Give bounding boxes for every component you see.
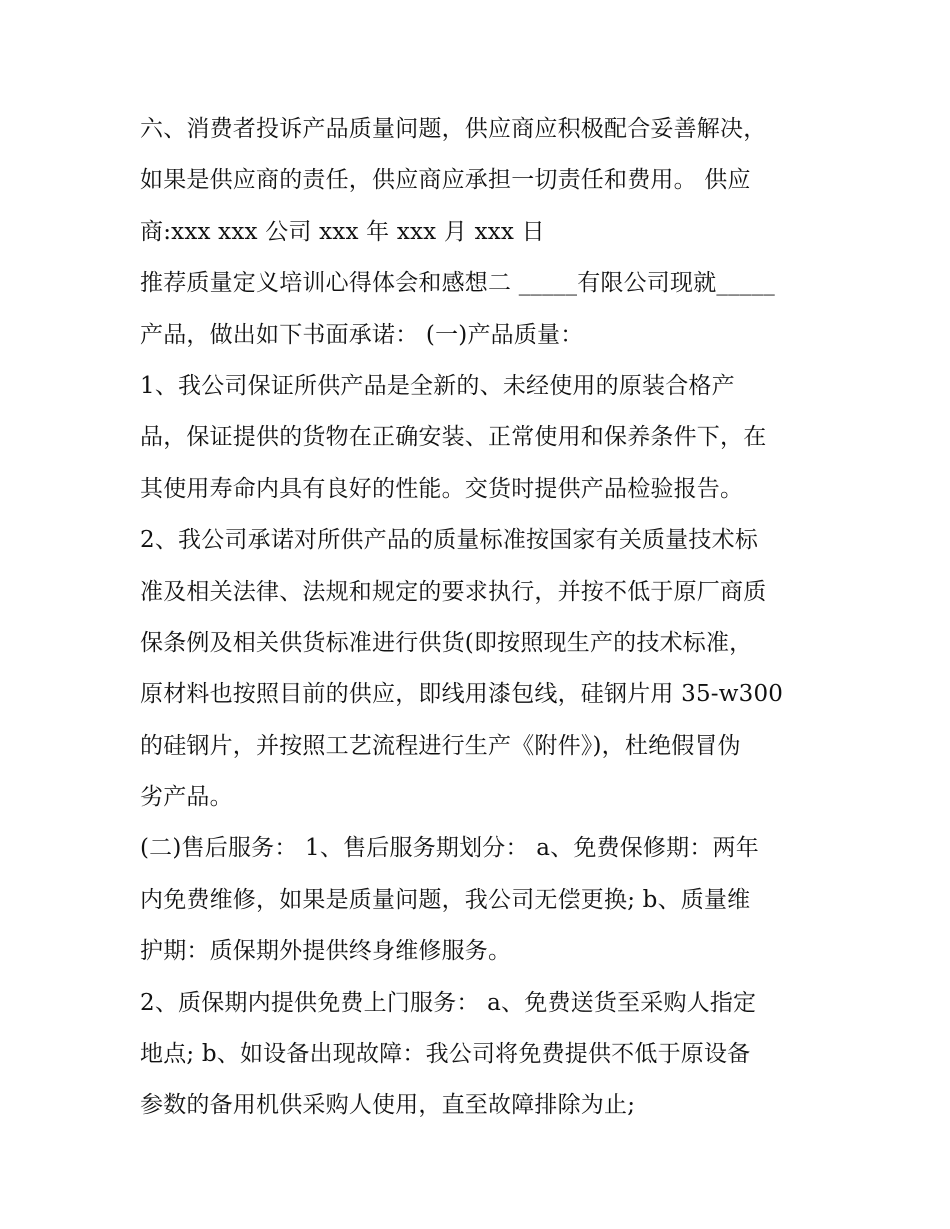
text-line: 品，保证提供的货物在正确安装、正常使用和保养条件下，在 [140, 424, 767, 451]
paragraph-commitment-intro [140, 258, 820, 361]
paragraph-quality-item-2 [140, 515, 820, 823]
text-line: 其使用寿命内具有良好的性能。交货时提供产品检验报告。 [140, 475, 744, 502]
text-line: 原材料也按照目前的供应，即线用漆包线，硅钢片用 35-w300 [140, 681, 784, 708]
paragraph-after-sales-1 [140, 823, 820, 977]
text-line: 护期：质保期外提供终身维修服务。 [140, 938, 512, 965]
paragraph-supplier-complaint [140, 104, 820, 258]
text-line: 内免费维修，如果是质量问题，我公司无偿更换; b、质量维 [140, 886, 751, 913]
text-line: 参数的备用机供采购人使用，直至故障排除为止; [140, 1092, 636, 1119]
text-line: 六、消费者投诉产品质量问题，供应商应积极配合妥善解决， [140, 116, 767, 142]
text-line: 保条例及相关供货标准进行供货(即按照现生产的技术标准， [140, 629, 753, 656]
text-line: 推荐质量定义培训心得体会和感想二 _____有限公司现就_____ [140, 270, 775, 297]
paragraph-after-sales-2 [140, 978, 820, 1132]
text-line: 2、我公司承诺对所供产品的质量标准按国家有关质量技术标 [140, 527, 759, 554]
text-line: 1、我公司保证所供产品是全新的、未经使用的原装合格产 [140, 372, 735, 399]
document-body [140, 104, 820, 1132]
text-line: 劣产品。 [140, 784, 233, 811]
text-line: 如果是供应商的责任，供应商应承担一切责任和费用。 供应 [140, 167, 751, 194]
text-line: 准及相关法律、法规和规定的要求执行，并按不低于原厂商质 [140, 578, 767, 605]
text-line: 的硅钢片，并按照工艺流程进行生产《附件》)，杜绝假冒伪 [140, 732, 741, 759]
text-line: 商:xxx xxx 公司 xxx 年 xxx 月 xxx 日 [140, 218, 545, 245]
text-line: (二)售后服务： 1、售后服务期划分： a、免费保修期：两年 [140, 835, 759, 862]
text-line: 2、质保期内提供免费上门服务： a、免费送货至采购人指定 [140, 989, 757, 1016]
paragraph-quality-item-1 [140, 361, 820, 515]
text-line: 地点; b、如设备出现故障：我公司将免费提供不低于原设备 [140, 1041, 751, 1068]
text-line: 产品，做出如下书面承诺： (一)产品质量： [140, 321, 584, 348]
